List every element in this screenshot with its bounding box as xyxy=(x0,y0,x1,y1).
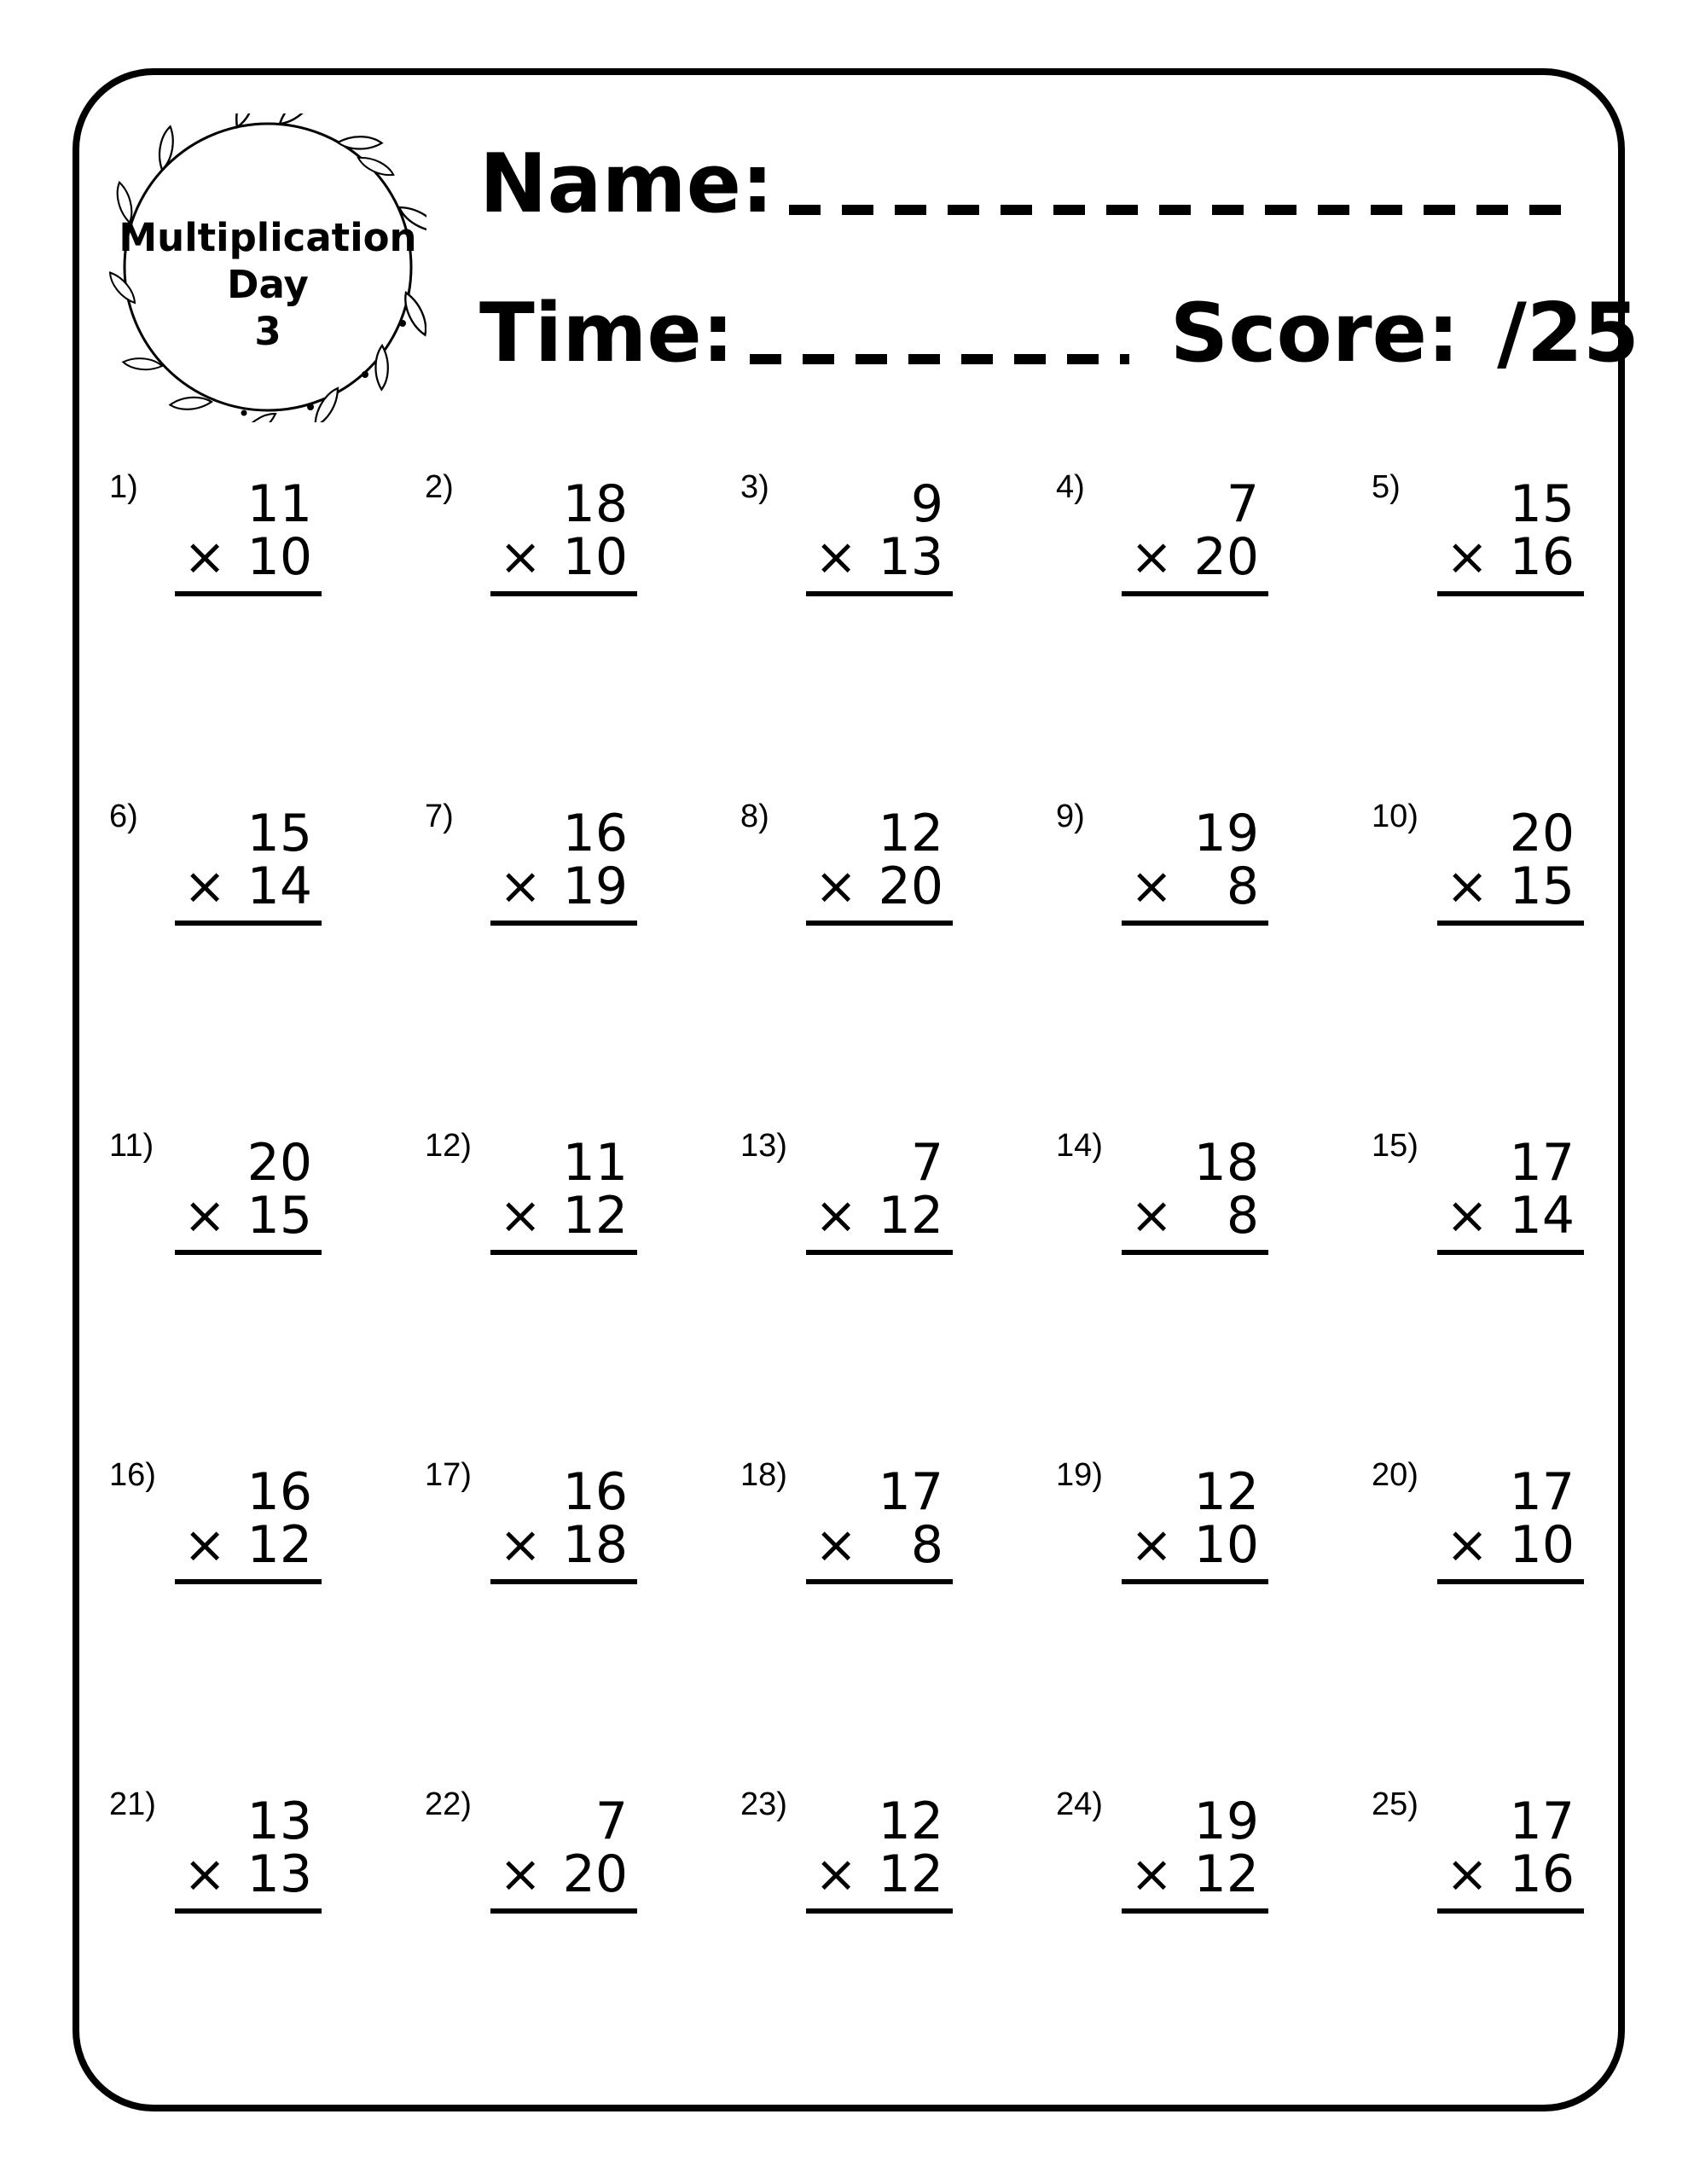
answer-line xyxy=(490,591,637,596)
multiplier: 15 xyxy=(1509,857,1575,916)
multiplicand: 12 xyxy=(878,1792,943,1851)
answer-line xyxy=(806,921,953,926)
answer-line xyxy=(175,1250,322,1255)
answer-line xyxy=(175,1908,322,1914)
problems-grid xyxy=(102,461,1680,2107)
multiplicand: 12 xyxy=(878,804,943,863)
problem-work xyxy=(1446,1792,1578,1914)
problem-cell xyxy=(734,1778,1049,2107)
problem-work xyxy=(1446,1462,1578,1584)
multiply-sign: × xyxy=(815,527,858,587)
multiplicand: 17 xyxy=(1509,1462,1575,1522)
answer-line xyxy=(806,1908,953,1914)
answer-line xyxy=(806,1579,953,1584)
problem-cell xyxy=(734,461,1049,790)
multiply-sign: × xyxy=(499,1186,542,1246)
multiplicand: 17 xyxy=(1509,1792,1575,1851)
problem-cell xyxy=(1049,1449,1365,1778)
problem-work xyxy=(815,1792,947,1914)
problem-cell xyxy=(418,1119,734,1449)
multiplier: 12 xyxy=(562,1186,628,1246)
multiplicand: 13 xyxy=(247,1792,312,1851)
answer-line xyxy=(1437,921,1584,926)
problem-number: 8) xyxy=(740,799,769,834)
problem-number: 23) xyxy=(740,1786,787,1822)
problem-cell xyxy=(1365,1449,1680,1778)
problem-cell xyxy=(102,1119,418,1449)
score-value: /25 xyxy=(1497,287,1639,380)
answer-line xyxy=(1437,1579,1584,1584)
problem-work xyxy=(499,1133,631,1255)
multiplier: 16 xyxy=(1509,527,1575,587)
multiplier: 13 xyxy=(247,1844,312,1904)
multiplicand: 20 xyxy=(1509,804,1575,863)
multiply-sign: × xyxy=(183,1515,227,1575)
problem-number: 21) xyxy=(109,1786,156,1822)
multiplier: 8 xyxy=(1226,1186,1259,1246)
time-input-line[interactable] xyxy=(750,354,1129,364)
answer-line xyxy=(1437,1250,1584,1255)
problem-work xyxy=(1130,1133,1262,1255)
answer-line xyxy=(175,1579,322,1584)
multiplier: 10 xyxy=(247,527,312,587)
multiplicand: 18 xyxy=(562,474,628,534)
multiplier: 10 xyxy=(1193,1515,1259,1575)
problem-number: 17) xyxy=(425,1457,472,1493)
multiply-sign: × xyxy=(183,527,227,587)
problem-work xyxy=(183,804,316,926)
problem-work xyxy=(183,1792,316,1914)
logo-line2: Day xyxy=(227,262,309,307)
multiply-sign: × xyxy=(1446,857,1489,916)
problem-work xyxy=(815,474,947,596)
multiply-sign: × xyxy=(1130,857,1174,916)
problem-number: 16) xyxy=(109,1457,156,1493)
problem-number: 10) xyxy=(1372,799,1418,834)
multiplier: 12 xyxy=(1193,1844,1259,1904)
problem-number: 1) xyxy=(109,469,138,505)
answer-line xyxy=(1437,1908,1584,1914)
problem-cell xyxy=(1049,1119,1365,1449)
problem-work xyxy=(1130,474,1262,596)
problem-work xyxy=(183,474,316,596)
multiplier: 8 xyxy=(910,1515,943,1575)
time-label: Time: xyxy=(479,287,734,380)
multiplier: 14 xyxy=(247,857,312,916)
multiply-sign: × xyxy=(1446,1186,1489,1246)
multiplier: 10 xyxy=(562,527,628,587)
problem-cell xyxy=(1365,1119,1680,1449)
problem-number: 7) xyxy=(425,799,454,834)
problem-cell xyxy=(734,790,1049,1119)
multiply-sign: × xyxy=(499,1844,542,1904)
problem-number: 15) xyxy=(1372,1128,1418,1164)
answer-line xyxy=(490,921,637,926)
multiplicand: 11 xyxy=(562,1133,628,1193)
multiplier: 13 xyxy=(878,527,943,587)
problem-work xyxy=(183,1133,316,1255)
problem-number: 6) xyxy=(109,799,138,834)
problem-cell xyxy=(102,790,418,1119)
problem-work xyxy=(1130,1792,1262,1914)
problem-number: 13) xyxy=(740,1128,787,1164)
problem-number: 14) xyxy=(1056,1128,1103,1164)
problem-cell xyxy=(102,1778,418,2107)
multiplicand: 16 xyxy=(562,1462,628,1522)
problem-cell xyxy=(418,1778,734,2107)
answer-line xyxy=(806,591,953,596)
wreath-logo xyxy=(109,113,426,422)
multiply-sign: × xyxy=(183,1844,227,1904)
problem-cell xyxy=(418,790,734,1119)
multiplicand: 19 xyxy=(1193,1792,1259,1851)
problem-cell xyxy=(1365,790,1680,1119)
multiply-sign: × xyxy=(1130,1515,1174,1575)
multiplicand: 16 xyxy=(562,804,628,863)
problem-cell xyxy=(418,1449,734,1778)
answer-line xyxy=(175,921,322,926)
answer-line xyxy=(1122,921,1268,926)
answer-line xyxy=(490,1250,637,1255)
problem-work xyxy=(1130,1462,1262,1584)
multiplicand: 7 xyxy=(595,1792,628,1851)
problem-number: 19) xyxy=(1056,1457,1103,1493)
problem-cell xyxy=(1049,461,1365,790)
problem-cell xyxy=(1049,1778,1365,2107)
multiplier: 12 xyxy=(878,1844,943,1904)
multiply-sign: × xyxy=(815,1186,858,1246)
answer-line xyxy=(1437,591,1584,596)
multiplier: 19 xyxy=(562,857,628,916)
multiplier: 12 xyxy=(878,1186,943,1246)
multiply-sign: × xyxy=(499,1515,542,1575)
multiply-sign: × xyxy=(1446,1515,1489,1575)
multiplier: 20 xyxy=(562,1844,628,1904)
logo-line1: Multiplication xyxy=(119,215,417,260)
answer-line xyxy=(806,1250,953,1255)
multiply-sign: × xyxy=(815,1515,858,1575)
problem-cell xyxy=(102,1449,418,1778)
answer-line xyxy=(1122,1579,1268,1584)
problem-cell xyxy=(1365,1778,1680,2107)
multiplicand: 15 xyxy=(1509,474,1575,534)
multiplier: 20 xyxy=(1193,527,1259,587)
problem-cell xyxy=(102,461,418,790)
multiply-sign: × xyxy=(499,857,542,916)
multiplier: 12 xyxy=(247,1515,312,1575)
problem-number: 24) xyxy=(1056,1786,1103,1822)
problem-cell xyxy=(1365,461,1680,790)
problem-work xyxy=(1446,1133,1578,1255)
problem-number: 22) xyxy=(425,1786,472,1822)
time-row xyxy=(479,287,1639,380)
problem-number: 25) xyxy=(1372,1786,1418,1822)
problem-cell xyxy=(1049,790,1365,1119)
multiply-sign: × xyxy=(499,527,542,587)
problem-number: 4) xyxy=(1056,469,1085,505)
multiplicand: 17 xyxy=(1509,1133,1575,1193)
multiply-sign: × xyxy=(815,857,858,916)
answer-line xyxy=(1122,1250,1268,1255)
multiplier: 16 xyxy=(1509,1844,1575,1904)
multiplicand: 20 xyxy=(247,1133,312,1193)
score-label: Score: xyxy=(1169,287,1460,380)
problem-cell xyxy=(734,1119,1049,1449)
answer-line xyxy=(175,591,322,596)
multiplier: 20 xyxy=(878,857,943,916)
multiplicand: 15 xyxy=(247,804,312,863)
problem-number: 2) xyxy=(425,469,454,505)
multiplier: 8 xyxy=(1226,857,1259,916)
problem-work xyxy=(1446,474,1578,596)
answer-line xyxy=(490,1908,637,1914)
problem-work xyxy=(815,1133,947,1255)
multiply-sign: × xyxy=(1130,527,1174,587)
multiplier: 10 xyxy=(1509,1515,1575,1575)
multiply-sign: × xyxy=(1130,1186,1174,1246)
problem-work xyxy=(183,1462,316,1584)
multiplier: 14 xyxy=(1509,1186,1575,1246)
problem-work xyxy=(1446,804,1578,926)
multiply-sign: × xyxy=(1130,1844,1174,1904)
multiplicand: 7 xyxy=(910,1133,943,1193)
problem-work xyxy=(499,474,631,596)
logo-line3: 3 xyxy=(254,309,281,354)
problem-number: 3) xyxy=(740,469,769,505)
problem-work xyxy=(499,1792,631,1914)
problem-work xyxy=(815,1462,947,1584)
multiplicand: 9 xyxy=(910,474,943,534)
problem-number: 20) xyxy=(1372,1457,1418,1493)
multiplier: 18 xyxy=(562,1515,628,1575)
problem-number: 18) xyxy=(740,1457,787,1493)
name-label: Name: xyxy=(479,137,774,231)
problem-number: 9) xyxy=(1056,799,1085,834)
problem-number: 12) xyxy=(425,1128,472,1164)
problem-cell xyxy=(734,1449,1049,1778)
problem-cell xyxy=(418,461,734,790)
multiply-sign: × xyxy=(1446,1844,1489,1904)
problem-work xyxy=(499,804,631,926)
multiplicand: 17 xyxy=(878,1462,943,1522)
name-row xyxy=(479,137,1569,231)
multiply-sign: × xyxy=(1446,527,1489,587)
multiplicand: 7 xyxy=(1226,474,1259,534)
problem-number: 11) xyxy=(109,1128,154,1164)
multiplicand: 19 xyxy=(1193,804,1259,863)
problem-work xyxy=(499,1462,631,1584)
answer-line xyxy=(1122,1908,1268,1914)
answer-line xyxy=(490,1579,637,1584)
problem-work xyxy=(815,804,947,926)
answer-line xyxy=(1122,591,1268,596)
multiply-sign: × xyxy=(815,1844,858,1904)
multiplicand: 12 xyxy=(1193,1462,1259,1522)
multiplicand: 11 xyxy=(247,474,312,534)
problem-number: 5) xyxy=(1372,469,1401,505)
multiplicand: 16 xyxy=(247,1462,312,1522)
name-input-line[interactable] xyxy=(789,205,1569,215)
multiplier: 15 xyxy=(247,1186,312,1246)
multiplicand: 18 xyxy=(1193,1133,1259,1193)
multiply-sign: × xyxy=(183,857,227,916)
multiply-sign: × xyxy=(183,1186,227,1246)
problem-work xyxy=(1130,804,1262,926)
